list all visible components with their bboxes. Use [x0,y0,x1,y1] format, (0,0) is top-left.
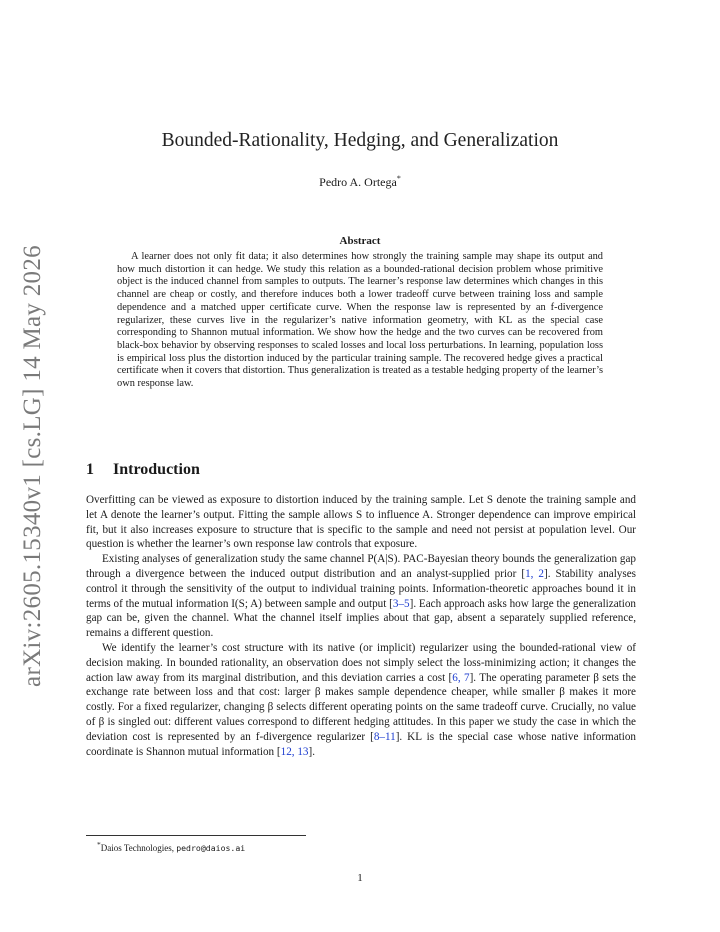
author-name: Pedro A. Ortega [319,175,397,189]
footnote-mark: * [97,840,101,849]
citation-link[interactable]: 8–11 [373,730,396,743]
footnote-email: pedro@daios.ai [176,843,246,853]
paper-title: Bounded-Rationality, Hedging, and Generalization [161,130,559,151]
author-line [0,174,720,190]
abstract-heading: Abstract [339,235,381,247]
section-number: 1 [86,461,94,478]
footnote-rule [86,835,306,836]
section-heading [86,461,200,479]
body-paragraph: We identify the learner’s cost structure with its native (or implicit) regularizer using the bounded-rational view of decision making. In bounded rationality, an observation does not simply select the loss-minimizing action; it changes the action law away from its marginal distribution, and this deviation carries a cost [6, 7]. The operating parameter β sets the exchange rate between loss and that cost: larger β makes sample dependence cheaper, while smaller β makes it more costly. For a fixed regularizer, changing β selects different operating points on the same tradeoff curve. Crucially, no value of β is singled out: different values correspond to different hedging attitudes. In this paper we study the case in which the deviation cost is represented by an f-divergence regularizer [8–11]. KL is the special case whose native information coordinate is Shannon mutual information [12, 13]. [86,641,636,758]
author-footnote-mark: * [396,174,401,183]
introduction-body [86,493,636,759]
citation-link[interactable]: 3–5 [392,597,410,610]
arxiv-id-text: arXiv:2605.15340v1 [cs.LG] 14 May 2026 [19,245,46,687]
citation-link[interactable]: 1, 2 [525,567,544,580]
page-number: 1 [357,872,363,884]
footnote [97,840,245,853]
citation-link[interactable]: 6, 7 [452,671,470,684]
abstract-text: A learner does not only fit data; it also determines how strongly the training sample may shape its output and how much distortion it can hedge. We study this relation as a bounded-rational decision problem whose primitive object is the induced channel from samples to outputs. The learner’s response law determines which changes in this channel are cheap or costly, and therefore induces both a lower tradeoff curve between training loss and sample dependence and a matched upper certificate curve. When the response law is represented by an f-divergence regularizer, these curves live in the regularizer’s native information geometry, with KL as the special case corresponding to Shannon mutual information. We show how the hedge and the two curves can be recovered from black-box behavior by observing responses to scaled losses and local loss perturbations. In learning, population loss is empirical loss plus the distortion induced by the particular training sample. The recovered hedge gives a practical certificate when it covers that distortion. Thus generalization is treated as a testable hedging property of the learner’s own response law. [117,251,603,390]
citation-link[interactable]: 12, 13 [280,745,309,758]
body-paragraph: Overfitting can be viewed as exposure to distortion induced by the training sample. Let S denote the training sample and let A denote the learner’s output. Fitting the sample allows S to influence A. Stronger dependence can improve empirical fit, but it also increases exposure to structure that is specific to the sample and need not persist at population level. Our question is whether the learner’s own response law controls that exposure. [86,494,636,551]
body-paragraph: Existing analyses of generalization study the same channel P(A|S). PAC-Bayesian theory bounds the generalization gap through a divergence between the induced output distribution and an analyst-supplied prior [1, 2]. Stability analyses control it through the sensitivity of the output to individual training points. Information-theoretic approaches bound it in terms of the mutual information I(S; A) between sample and output [3–5]. Each approach asks how large the generalization gap can be, given the channel. What the channel itself implies about that gap, absent a separately supplied reference, remains a different question. [86,553,636,640]
footnote-affiliation: Daios Technologies, [100,843,177,853]
section-title: Introduction [113,461,200,478]
